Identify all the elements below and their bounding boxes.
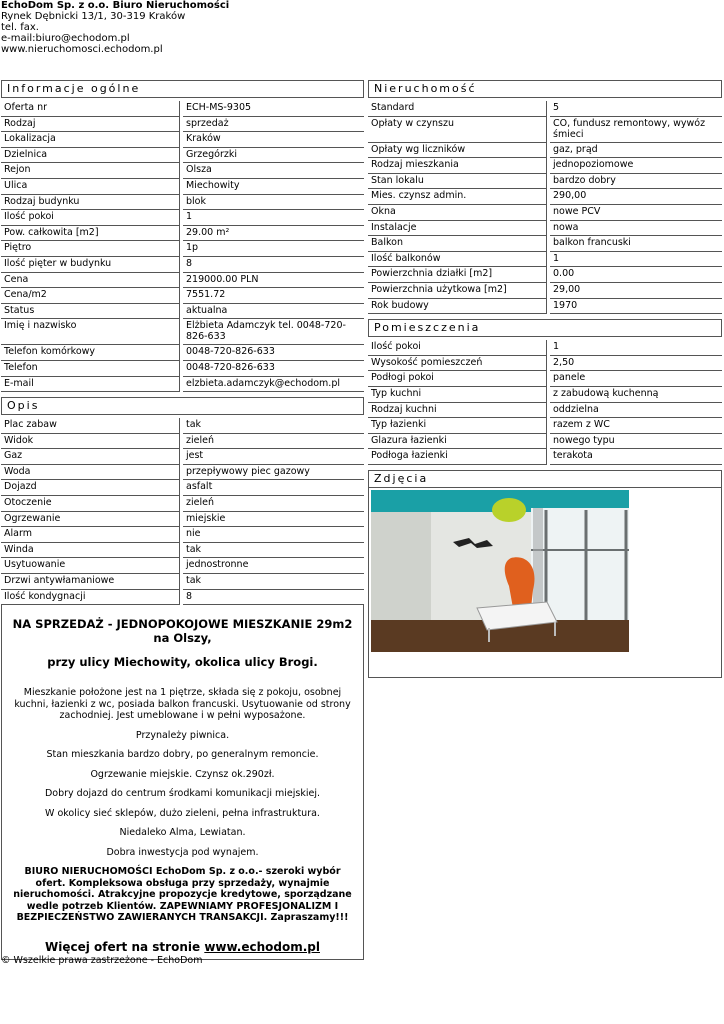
table-row	[368, 189, 722, 205]
table-row	[368, 267, 722, 283]
table-row	[1, 434, 364, 450]
row-label: E-mail	[1, 377, 180, 393]
row-value: przepływowy piec gazowy	[183, 465, 364, 481]
row-label: Rejon	[1, 163, 180, 179]
row-label: Telefon komórkowy	[1, 345, 180, 361]
table-row	[1, 361, 364, 377]
row-label: Okna	[368, 205, 547, 221]
row-label: Opłaty w czynszu	[368, 117, 547, 143]
section-rooms-title: Pomieszczenia	[368, 319, 722, 337]
description-paragraph: Ogrzewanie miejskie. Czynsz ok.290zł.	[90, 768, 275, 780]
section-property-title: Nieruchomość	[368, 80, 722, 98]
table-row	[1, 345, 364, 361]
row-label: Telefon	[1, 361, 180, 377]
row-value: tak	[183, 543, 364, 559]
table-row	[368, 101, 722, 117]
table-row	[368, 449, 722, 465]
row-value: panele	[550, 371, 722, 387]
table-row	[1, 257, 364, 273]
row-label: Oferta nr	[1, 101, 180, 117]
description-title-line2: przy ulicy Miechowity, okolica ulicy Brogi.	[47, 655, 318, 670]
table-row	[1, 132, 364, 148]
row-value: miejskie	[183, 512, 364, 528]
row-label: Gaz	[1, 449, 180, 465]
row-label: Imię i nazwisko	[1, 319, 180, 345]
table-row	[368, 403, 722, 419]
table-row	[1, 273, 364, 289]
table-row	[1, 543, 364, 559]
table-row	[368, 252, 722, 268]
table-row	[1, 226, 364, 242]
page-header	[1, 0, 229, 55]
description-paragraph: Niedaleko Alma, Lewiatan.	[119, 827, 246, 839]
row-value: sprzedaż	[183, 117, 364, 133]
description-paragraph: W okolicy sieć sklepów, dużo zieleni, pełna infrastruktura.	[45, 807, 320, 819]
row-label: Cena/m2	[1, 288, 180, 304]
row-label: Ulica	[1, 179, 180, 195]
row-label: Powierzchnia użytkowa [m2]	[368, 283, 547, 299]
row-label: Woda	[1, 465, 180, 481]
row-value: tak	[183, 574, 364, 590]
row-label: Rok budowy	[368, 299, 547, 315]
row-label: Plac zabaw	[1, 418, 180, 434]
row-label: Rodzaj	[1, 117, 180, 133]
row-value: ECH-MS-9305	[183, 101, 364, 117]
more-offers-line	[8, 939, 357, 954]
table-row	[1, 527, 364, 543]
description-paragraph: Mieszkanie położone jest na 1 piętrze, składa się z pokoju, osobnej kuchni, łazienki z wc, posiada balkon francuski. Usytuowanie od strony zachodniej. Jest umeblowane i w pełni wyposażone.	[14, 687, 351, 722]
table-row	[368, 205, 722, 221]
table-row	[368, 143, 722, 159]
row-label: Dzielnica	[1, 148, 180, 164]
row-label: Podłoga łazienki	[368, 449, 547, 465]
row-label: Piętro	[1, 241, 180, 257]
row-label: Status	[1, 304, 180, 320]
row-label: Ilość pokoi	[368, 340, 547, 356]
page-footer: © Wszelkie prawa zastrzeżone - EchoDom	[1, 955, 203, 966]
row-value: Miechowity	[183, 179, 364, 195]
row-value: 8	[183, 257, 364, 273]
row-value: Elżbieta Adamczyk tel. 0048-720-826-633	[183, 319, 364, 345]
table-row	[368, 283, 722, 299]
table-row	[368, 340, 722, 356]
row-label: Typ kuchni	[368, 387, 547, 403]
photo-frame	[368, 488, 722, 678]
table-row	[1, 288, 364, 304]
row-value: 2,50	[550, 356, 722, 372]
row-label: Instalacje	[368, 221, 547, 237]
row-label: Ilość kondygnacji	[1, 590, 180, 606]
company-email: e-mail:biuro@echodom.pl	[1, 33, 130, 44]
row-value: zieleń	[183, 434, 364, 450]
row-label: Rodzaj kuchni	[368, 403, 547, 419]
table-row	[1, 179, 364, 195]
property-table	[368, 101, 722, 314]
table-row	[1, 210, 364, 226]
row-value: asfalt	[183, 480, 364, 496]
row-value: blok	[183, 195, 364, 211]
photo-lamp	[492, 498, 526, 522]
company-name: EchoDom Sp. z o.o. Biuro Nieruchomości	[1, 0, 230, 11]
row-value: bardzo dobry	[550, 174, 722, 190]
table-row	[1, 512, 364, 528]
row-value: nie	[183, 527, 364, 543]
table-row	[368, 371, 722, 387]
row-value: nowa	[550, 221, 722, 237]
opis-table	[1, 418, 364, 605]
table-row	[1, 590, 364, 606]
row-label: Widok	[1, 434, 180, 450]
table-row	[1, 195, 364, 211]
row-value: 29.00 m²	[183, 226, 364, 242]
row-label: Ogrzewanie	[1, 512, 180, 528]
row-value: balkon francuski	[550, 236, 722, 252]
table-row	[1, 574, 364, 590]
row-label: Mies. czynsz admin.	[368, 189, 547, 205]
row-value: jest	[183, 449, 364, 465]
row-value: 1	[550, 340, 722, 356]
row-label: Dojazd	[1, 480, 180, 496]
row-value: CO, fundusz remontowy, wywóz śmieci	[550, 117, 722, 143]
table-row	[1, 496, 364, 512]
row-label: Powierzchnia działki [m2]	[368, 267, 547, 283]
row-value: 8	[183, 590, 364, 606]
row-label: Standard	[368, 101, 547, 117]
row-value: Kraków	[183, 132, 364, 148]
row-label: Typ łazienki	[368, 418, 547, 434]
row-label: Glazura łazienki	[368, 434, 547, 450]
row-label: Drzwi antywłamaniowe	[1, 574, 180, 590]
row-value: zieleń	[183, 496, 364, 512]
row-value: 1p	[183, 241, 364, 257]
row-value: 0.00	[550, 267, 722, 283]
table-row	[1, 148, 364, 164]
table-row	[368, 117, 722, 143]
more-offers-link[interactable]: www.echodom.pl	[204, 939, 320, 954]
row-label: Rodzaj mieszkania	[368, 158, 547, 174]
row-label: Otoczenie	[1, 496, 180, 512]
table-row	[368, 236, 722, 252]
table-row	[1, 101, 364, 117]
row-label: Ilość pięter w budynku	[1, 257, 180, 273]
table-row	[368, 434, 722, 450]
table-row	[1, 241, 364, 257]
table-row	[1, 465, 364, 481]
company-phone: tel. fax.	[1, 22, 39, 33]
row-value: 290,00	[550, 189, 722, 205]
row-label: Cena	[1, 273, 180, 289]
table-row	[1, 558, 364, 574]
section-photos-title: Zdjęcia	[368, 470, 722, 488]
row-value: terakota	[550, 449, 722, 465]
row-value: Grzegórzki	[183, 148, 364, 164]
right-column	[368, 80, 722, 678]
section-general-title: Informacje ogólne	[1, 80, 364, 98]
company-website[interactable]: www.nieruchomosci.echodom.pl	[1, 44, 163, 55]
row-value: gaz, prąd	[550, 143, 722, 159]
row-value: 7551.72	[183, 288, 364, 304]
table-row	[1, 377, 364, 393]
row-value: 1970	[550, 299, 722, 315]
agency-promo-paragraph: BIURO NIERUCHOMOŚCI EchoDom Sp. z o.o.- szeroki wybór ofert. Kompleksowa obsługa przy sprzedaży, wynajmie nieruchomości. Atrakcyjne propozycje kredytowe, sporządzane wedle potrzeb Klientów. ZAPEWNIAMY PROFESJONALIZM I BEZPIECZEŃSTWO ZAWIERANYCH TRANSAKCJI. Zapraszamy!!!	[13, 866, 352, 924]
description-paragraph: Dobra inwestycja pod wynajem.	[106, 846, 259, 858]
row-value: 5	[550, 101, 722, 117]
row-value: z zabudową kuchenną	[550, 387, 722, 403]
row-value: tak	[183, 418, 364, 434]
table-row	[1, 304, 364, 320]
row-value: Olsza	[183, 163, 364, 179]
description-title-line1: NA SPRZEDAŻ - JEDNOPOKOJOWE MIESZKANIE 29m2 na Olszy,	[12, 617, 353, 646]
row-value: razem z WC	[550, 418, 722, 434]
row-label: Podłogi pokoi	[368, 371, 547, 387]
row-value: 0048-720-826-633	[183, 361, 364, 377]
row-value: nowego typu	[550, 434, 722, 450]
row-value: nowe PCV	[550, 205, 722, 221]
row-label: Lokalizacja	[1, 132, 180, 148]
room-photo[interactable]	[371, 490, 629, 652]
table-row	[1, 163, 364, 179]
table-row	[368, 356, 722, 372]
row-value: jednopoziomowe	[550, 158, 722, 174]
description-paragraph: Stan mieszkania bardzo dobry, po generalnym remoncie.	[46, 749, 319, 761]
table-row	[1, 319, 364, 345]
description-title	[8, 617, 357, 669]
left-column	[1, 80, 364, 960]
row-label: Alarm	[1, 527, 180, 543]
row-label: Ilość pokoi	[1, 210, 180, 226]
more-offers-text: Więcej ofert na stronie	[45, 939, 205, 954]
row-value: 219000.00 PLN	[183, 273, 364, 289]
company-address: Rynek Dębnicki 13/1, 30-319 Kraków	[1, 11, 186, 22]
description-box	[1, 605, 364, 960]
row-value: 1	[183, 210, 364, 226]
description-paragraph: Dobry dojazd do centrum środkami komunikacji miejskiej.	[44, 788, 321, 800]
table-row	[368, 418, 722, 434]
row-value: 29,00	[550, 283, 722, 299]
row-value: 1	[550, 252, 722, 268]
table-row	[368, 387, 722, 403]
row-value[interactable]: elzbieta.adamczyk@echodom.pl	[183, 377, 364, 393]
row-label: Wysokość pomieszczeń	[368, 356, 547, 372]
rooms-table	[368, 340, 722, 465]
table-row	[1, 117, 364, 133]
row-value: oddzielna	[550, 403, 722, 419]
table-row	[1, 480, 364, 496]
photo-wall-shadow	[371, 512, 431, 627]
table-row	[1, 449, 364, 465]
row-label: Stan lokalu	[368, 174, 547, 190]
description-paragraph: Przynależy piwnica.	[135, 729, 230, 741]
row-value: jednostronne	[183, 558, 364, 574]
row-label: Ilość balkonów	[368, 252, 547, 268]
row-label: Rodzaj budynku	[1, 195, 180, 211]
table-row	[368, 174, 722, 190]
general-table	[1, 101, 364, 392]
table-row	[368, 158, 722, 174]
row-label: Winda	[1, 543, 180, 559]
row-label: Opłaty wg liczników	[368, 143, 547, 159]
row-label: Usytuowanie	[1, 558, 180, 574]
section-opis-title: Opis	[1, 397, 364, 415]
table-row	[1, 418, 364, 434]
row-value: aktualna	[183, 304, 364, 320]
table-row	[368, 299, 722, 315]
row-value: 0048-720-826-633	[183, 345, 364, 361]
row-label: Balkon	[368, 236, 547, 252]
table-row	[368, 221, 722, 237]
row-label: Pow. całkowita [m2]	[1, 226, 180, 242]
